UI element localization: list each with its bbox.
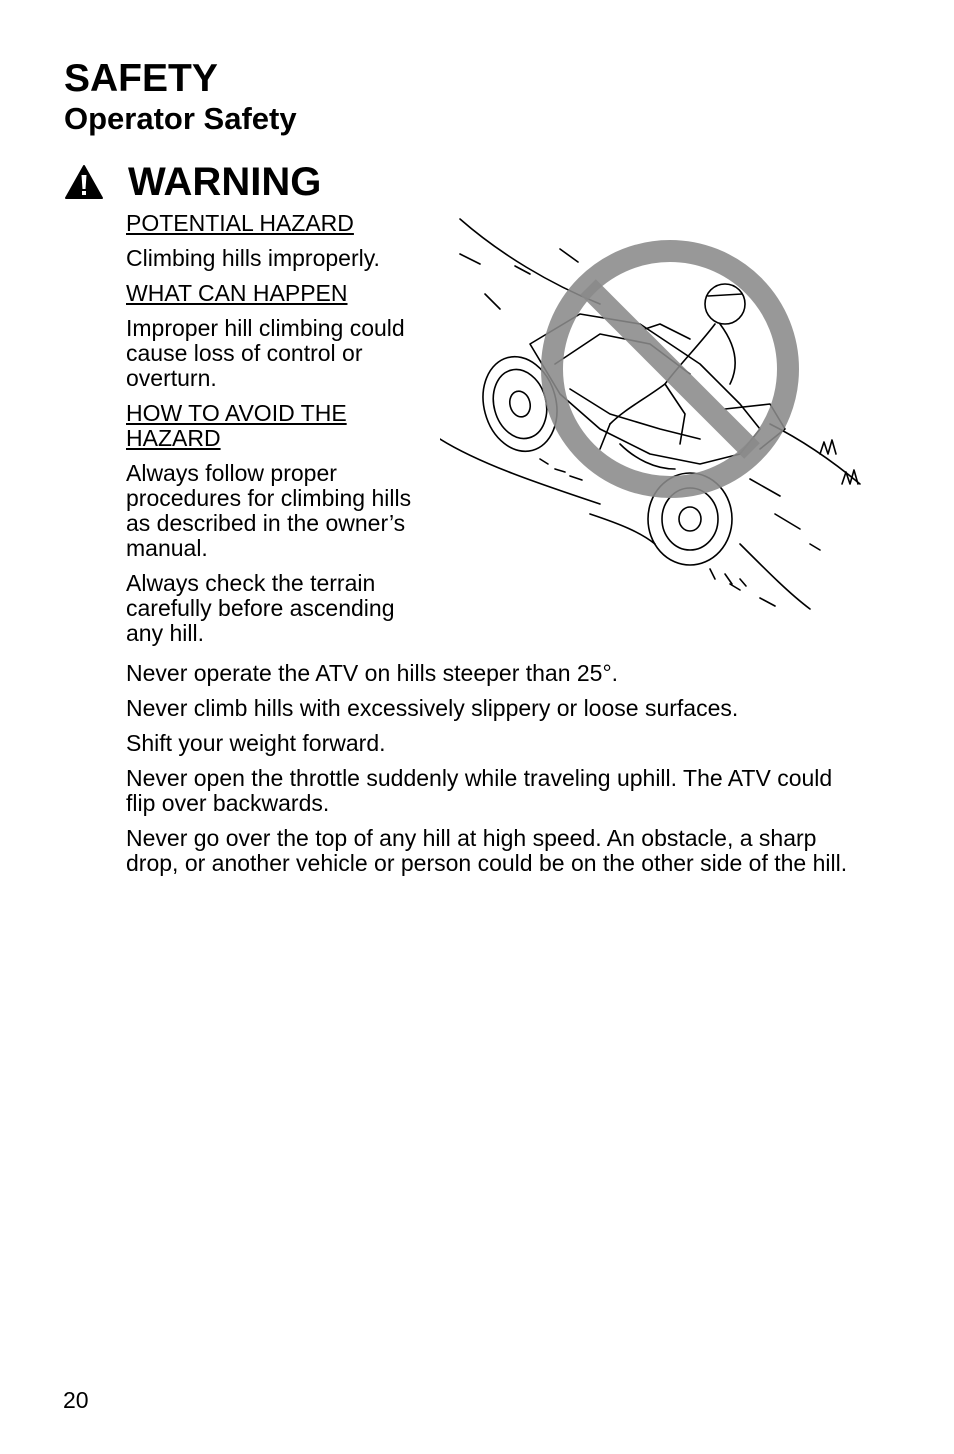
warning-title: WARNING bbox=[128, 160, 322, 204]
avoid-paragraph: Never open the throttle suddenly while traveling uphill. The ATV could flip over backwards. bbox=[126, 765, 833, 816]
warning-triangle-icon bbox=[64, 164, 104, 200]
prohibition-symbol bbox=[552, 251, 788, 487]
avoid-paragraph: Never operate the ATV on hills steeper than 25°. bbox=[126, 660, 619, 686]
potential-hazard-text: Climbing hills improperly. bbox=[126, 245, 380, 271]
avoid-paragraph: Shift your weight forward. bbox=[126, 730, 386, 756]
section-title: SAFETY bbox=[64, 57, 218, 100]
warning-header bbox=[64, 156, 321, 208]
avoid-paragraph: Never go over the top of any hill at high speed. An obstacle, a sharp drop, or another vehicle or person could be on the other side of the hill. bbox=[126, 825, 848, 876]
page-number: 20 bbox=[63, 1387, 89, 1413]
subsection-title: Operator Safety bbox=[64, 101, 297, 136]
how-to-avoid-heading: HOW TO AVOID THE HAZARD bbox=[126, 400, 347, 451]
potential-hazard-heading: POTENTIAL HAZARD bbox=[126, 210, 354, 236]
avoid-paragraph: Always follow proper procedures for climbing hills as described in the owner’s manual. bbox=[126, 460, 412, 561]
what-can-happen-heading: WHAT CAN HAPPEN bbox=[126, 280, 348, 306]
what-can-happen-text: Improper hill climbing could cause loss of control or overturn. bbox=[126, 315, 405, 391]
avoid-paragraph: Never climb hills with excessively slippery or loose surfaces. bbox=[126, 695, 739, 721]
avoid-paragraph: Always check the terrain carefully before ascending any hill. bbox=[126, 570, 395, 646]
atv-hill-climb-prohibited-illustration bbox=[440, 214, 864, 612]
warning-text-column bbox=[126, 211, 436, 656]
warning-text-full-width bbox=[126, 661, 866, 886]
